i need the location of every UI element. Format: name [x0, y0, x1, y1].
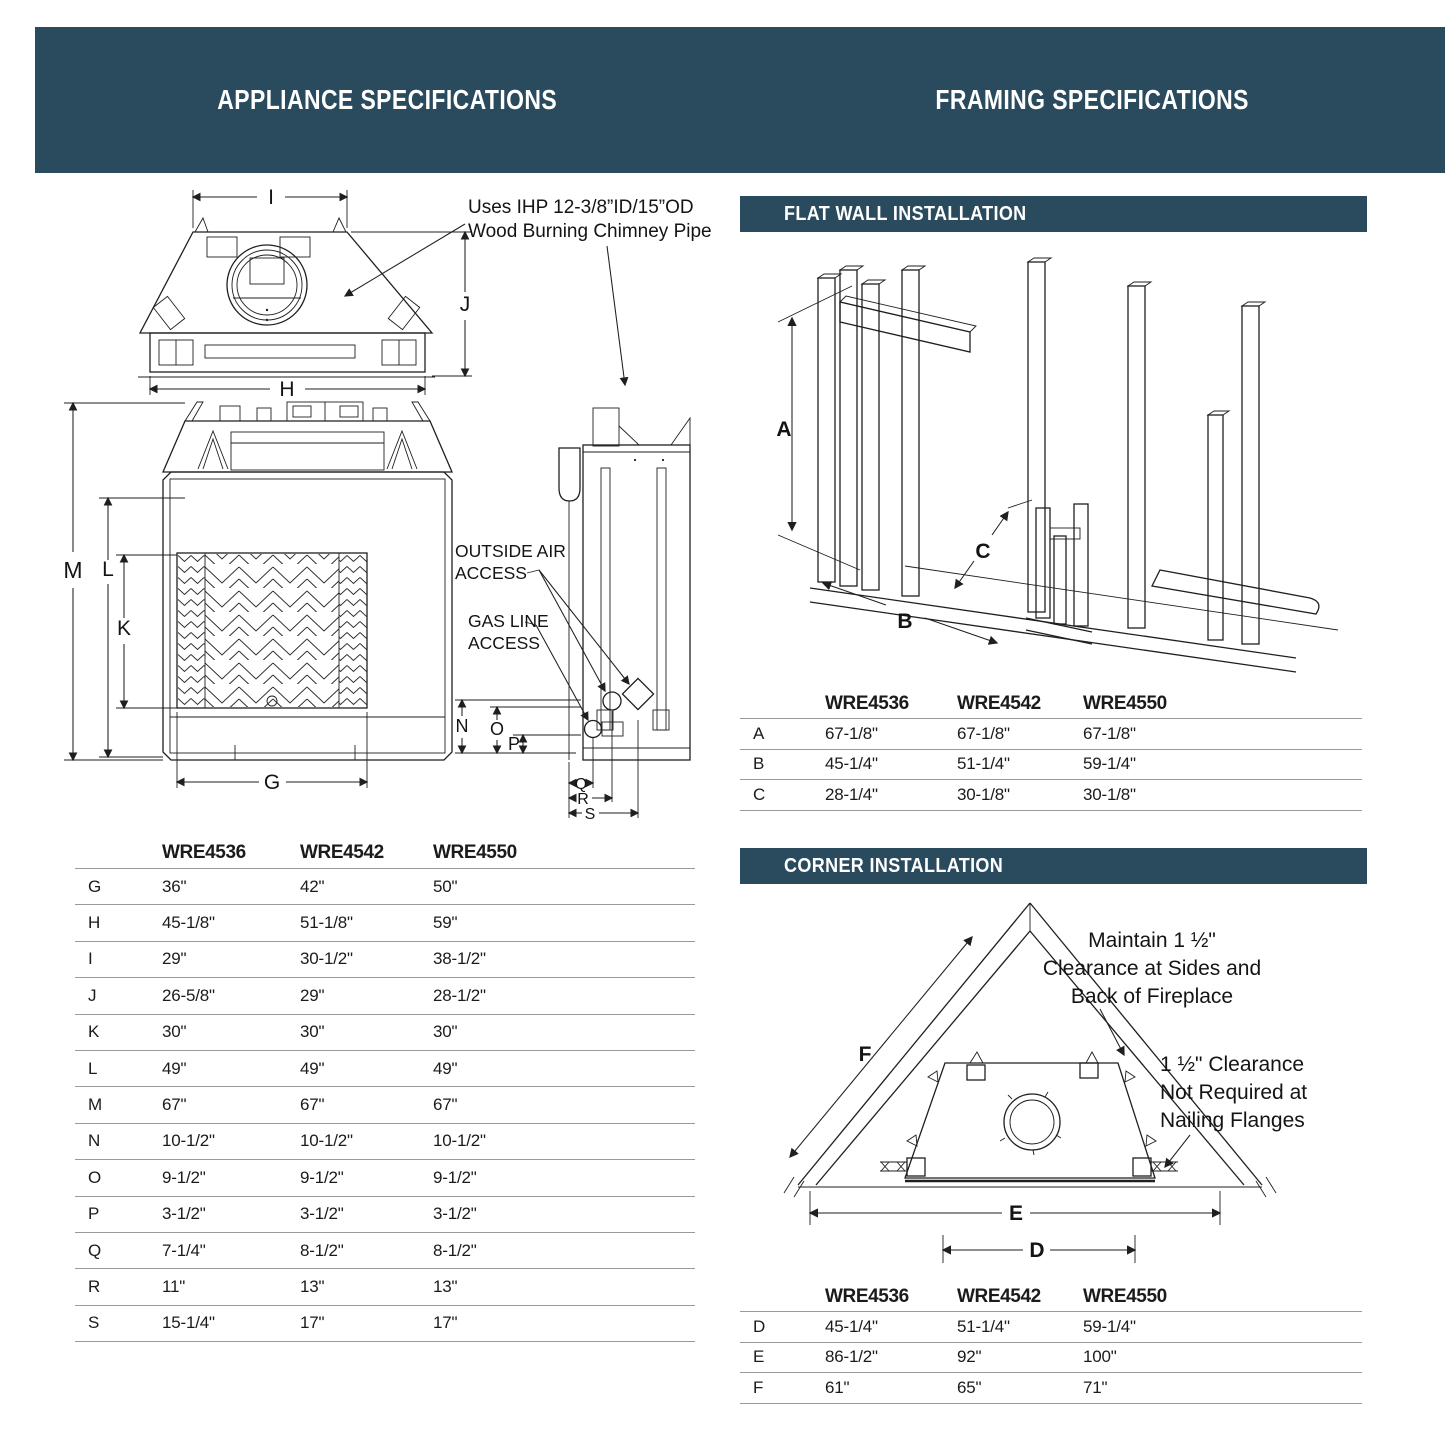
dim-label-q: Q — [574, 776, 588, 793]
value-cell: 28-1/2" — [433, 985, 486, 1005]
dim-label-r: R — [577, 791, 589, 808]
corner-drawing — [740, 895, 1390, 1280]
table-row — [75, 1233, 695, 1269]
dim-cell: M — [88, 1095, 103, 1115]
value-cell: 49" — [433, 1058, 458, 1078]
value-cell: 38-1/2" — [433, 949, 486, 969]
value-cell: 45-1/8" — [162, 913, 215, 933]
top-banner — [35, 27, 1445, 173]
model-header: WRE4542 — [957, 1286, 1041, 1307]
value-cell: 10-1/2" — [300, 1131, 353, 1151]
value-cell: 3-1/2" — [162, 1204, 206, 1224]
dim-label-d: D — [1029, 1239, 1045, 1262]
dim-label-h: H — [279, 378, 295, 401]
corner-fireplace — [880, 1052, 1178, 1181]
model-header: WRE4536 — [825, 693, 909, 714]
table-row — [740, 750, 1362, 781]
dim-cell: C — [753, 784, 766, 804]
dim-cell: K — [88, 1022, 100, 1042]
dim-cell: D — [753, 1316, 766, 1336]
value-cell: 42" — [300, 876, 325, 896]
value-cell: 100" — [1083, 1347, 1117, 1367]
value-cell: 67-1/8" — [957, 723, 1010, 743]
dim-cell: J — [88, 985, 97, 1005]
model-header: WRE4536 — [825, 1286, 909, 1307]
table-row — [740, 719, 1362, 750]
dim-label-s: S — [584, 806, 596, 823]
table-row — [75, 1087, 695, 1123]
value-cell: 30-1/8" — [957, 784, 1010, 804]
dim-cell: I — [88, 949, 93, 969]
chimney-pipe-note — [345, 197, 712, 385]
table-row — [75, 1269, 695, 1305]
model-header: WRE4550 — [433, 842, 517, 863]
dim-label-e: E — [1008, 1202, 1024, 1225]
flat-wall-table — [740, 690, 1362, 811]
value-cell: 51-1/8" — [300, 913, 353, 933]
value-cell: 45-1/4" — [825, 754, 878, 774]
gas-line-label-line2: ACCESS — [468, 633, 540, 653]
value-cell: 17" — [433, 1313, 458, 1333]
value-cell: 30-1/8" — [1083, 784, 1136, 804]
dim-label-c: C — [975, 540, 991, 563]
dim-cell: Q — [88, 1240, 102, 1260]
value-cell: 51-1/4" — [957, 1316, 1010, 1336]
value-cell: 67" — [162, 1095, 187, 1115]
table-row — [75, 1124, 695, 1160]
framing-specs-title: FRAMING SPECIFICATIONS — [935, 84, 1250, 115]
dim-label-b: B — [897, 610, 913, 633]
value-cell: 59-1/4" — [1083, 1316, 1136, 1336]
dim-cell: G — [88, 876, 102, 896]
dim-label-l: L — [102, 558, 114, 581]
chimney-note-line2: Wood Burning Chimney Pipe — [468, 221, 712, 242]
table-row — [740, 1343, 1362, 1374]
dim-cell: O — [88, 1167, 102, 1187]
table-row — [75, 1160, 695, 1196]
gas-line-label-line1: GAS LINE — [468, 611, 549, 631]
model-header: WRE4536 — [162, 842, 246, 863]
value-cell: 9-1/2" — [300, 1167, 344, 1187]
value-cell: 49" — [300, 1058, 325, 1078]
dim-label-a: A — [776, 418, 792, 441]
flange-note-line3: Nailing Flanges — [1160, 1109, 1305, 1132]
chimney-note-line1: Uses IHP 12-3/8”ID/15”OD — [468, 197, 694, 218]
table-row — [75, 1306, 695, 1342]
flange-note-line1: 1 ½" Clearance — [1160, 1053, 1305, 1076]
dim-label-n: N — [455, 716, 469, 736]
value-cell: 10-1/2" — [162, 1131, 215, 1151]
flange-note-line2: Not Required at — [1160, 1081, 1308, 1104]
corner-table — [740, 1283, 1362, 1404]
table-row — [740, 780, 1362, 811]
table-row — [75, 942, 695, 978]
value-cell: 49" — [162, 1058, 187, 1078]
value-cell: 51-1/4" — [957, 754, 1010, 774]
dim-label-i: I — [268, 186, 274, 209]
value-cell: 13" — [433, 1276, 458, 1296]
value-cell: 3-1/2" — [300, 1204, 344, 1224]
appliance-banner-half — [35, 27, 740, 173]
dim-cell: N — [88, 1131, 101, 1151]
framing-banner-half — [740, 27, 1445, 173]
dim-label-o: O — [489, 719, 505, 739]
dim-cell: A — [753, 723, 765, 743]
value-cell: 10-1/2" — [433, 1131, 486, 1151]
side-view-notes — [455, 541, 629, 720]
value-cell: 15-1/4" — [162, 1313, 215, 1333]
value-cell: 30" — [433, 1022, 458, 1042]
table-row — [75, 1051, 695, 1087]
table-header-row — [740, 690, 1362, 719]
value-cell: 61" — [825, 1377, 850, 1397]
side-view-dimensions — [455, 700, 638, 823]
top-view-dimensions — [150, 186, 472, 401]
value-cell: 7-1/4" — [162, 1240, 206, 1260]
value-cell: 17" — [300, 1313, 325, 1333]
model-header: WRE4550 — [1083, 1286, 1167, 1307]
table-row — [75, 869, 695, 905]
value-cell: 30" — [162, 1022, 187, 1042]
value-cell: 30" — [300, 1022, 325, 1042]
model-header: WRE4542 — [300, 842, 384, 863]
value-cell: 28-1/4" — [825, 784, 878, 804]
dim-cell: L — [88, 1058, 98, 1078]
clearance-note-line1: Maintain 1 ½" — [1088, 929, 1216, 952]
value-cell: 59" — [433, 913, 458, 933]
value-cell: 71" — [1083, 1377, 1108, 1397]
outside-air-label-line1: OUTSIDE AIR — [455, 541, 566, 561]
dim-label-m: M — [63, 557, 83, 583]
appliance-specs-title: APPLIANCE SPECIFICATIONS — [217, 84, 558, 115]
table-row — [75, 905, 695, 941]
dim-label-p: P — [507, 734, 521, 754]
value-cell: 65" — [957, 1377, 982, 1397]
dim-cell: H — [88, 913, 101, 933]
flat-wall-header-bar — [740, 196, 1367, 232]
appliance-drawings — [35, 180, 735, 830]
clearance-note-line2: Clearance at Sides and — [1042, 957, 1262, 980]
value-cell: 13" — [300, 1276, 325, 1296]
value-cell: 36" — [162, 876, 187, 896]
value-cell: 86-1/2" — [825, 1347, 878, 1367]
table-row — [75, 1015, 695, 1051]
value-cell: 8-1/2" — [433, 1240, 477, 1260]
value-cell: 67" — [300, 1095, 325, 1115]
corner-header-bar — [740, 848, 1367, 884]
corner-notes — [1043, 929, 1307, 1167]
flat-wall-title: FLAT WALL INSTALLATION — [784, 202, 1027, 225]
value-cell: 67" — [433, 1095, 458, 1115]
value-cell: 8-1/2" — [300, 1240, 344, 1260]
dim-cell: B — [753, 754, 765, 774]
corner-title: CORNER INSTALLATION — [784, 854, 1004, 877]
value-cell: 67-1/8" — [825, 723, 878, 743]
value-cell: 9-1/2" — [433, 1167, 477, 1187]
value-cell: 9-1/2" — [162, 1167, 206, 1187]
table-row — [75, 978, 695, 1014]
model-header: WRE4542 — [957, 693, 1041, 714]
dim-cell: S — [88, 1313, 100, 1333]
value-cell: 92" — [957, 1347, 982, 1367]
flat-wall-dimensions — [776, 286, 1032, 643]
dim-cell: E — [753, 1347, 765, 1367]
model-header: WRE4550 — [1083, 693, 1167, 714]
front-view-drawing — [163, 402, 452, 760]
dim-cell: P — [88, 1204, 100, 1224]
dim-label-g: G — [263, 771, 281, 794]
top-view-drawing — [138, 218, 435, 377]
dim-cell: F — [753, 1377, 764, 1397]
table-header-row — [75, 838, 695, 869]
dim-cell: R — [88, 1276, 101, 1296]
clearance-note-line3: Back of Fireplace — [1070, 985, 1234, 1008]
value-cell: 59-1/4" — [1083, 754, 1136, 774]
table-row — [740, 1373, 1362, 1404]
outside-air-label-line2: ACCESS — [455, 563, 527, 583]
value-cell: 45-1/4" — [825, 1316, 878, 1336]
value-cell: 67-1/8" — [1083, 723, 1136, 743]
dim-label-j: J — [459, 293, 471, 316]
value-cell: 50" — [433, 876, 458, 896]
value-cell: 30-1/2" — [300, 949, 353, 969]
value-cell: 3-1/2" — [433, 1204, 477, 1224]
appliance-dimensions-table — [75, 838, 695, 1342]
value-cell: 29" — [300, 985, 325, 1005]
table-row — [75, 1197, 695, 1233]
value-cell: 11" — [162, 1276, 186, 1296]
dim-label-f: F — [858, 1043, 872, 1066]
flat-wall-drawing — [740, 240, 1390, 680]
value-cell: 26-5/8" — [162, 985, 215, 1005]
value-cell: 29" — [162, 949, 187, 969]
table-header-row — [740, 1283, 1362, 1312]
dim-label-k: K — [116, 617, 132, 640]
table-row — [740, 1312, 1362, 1343]
framing-studs — [810, 258, 1338, 672]
